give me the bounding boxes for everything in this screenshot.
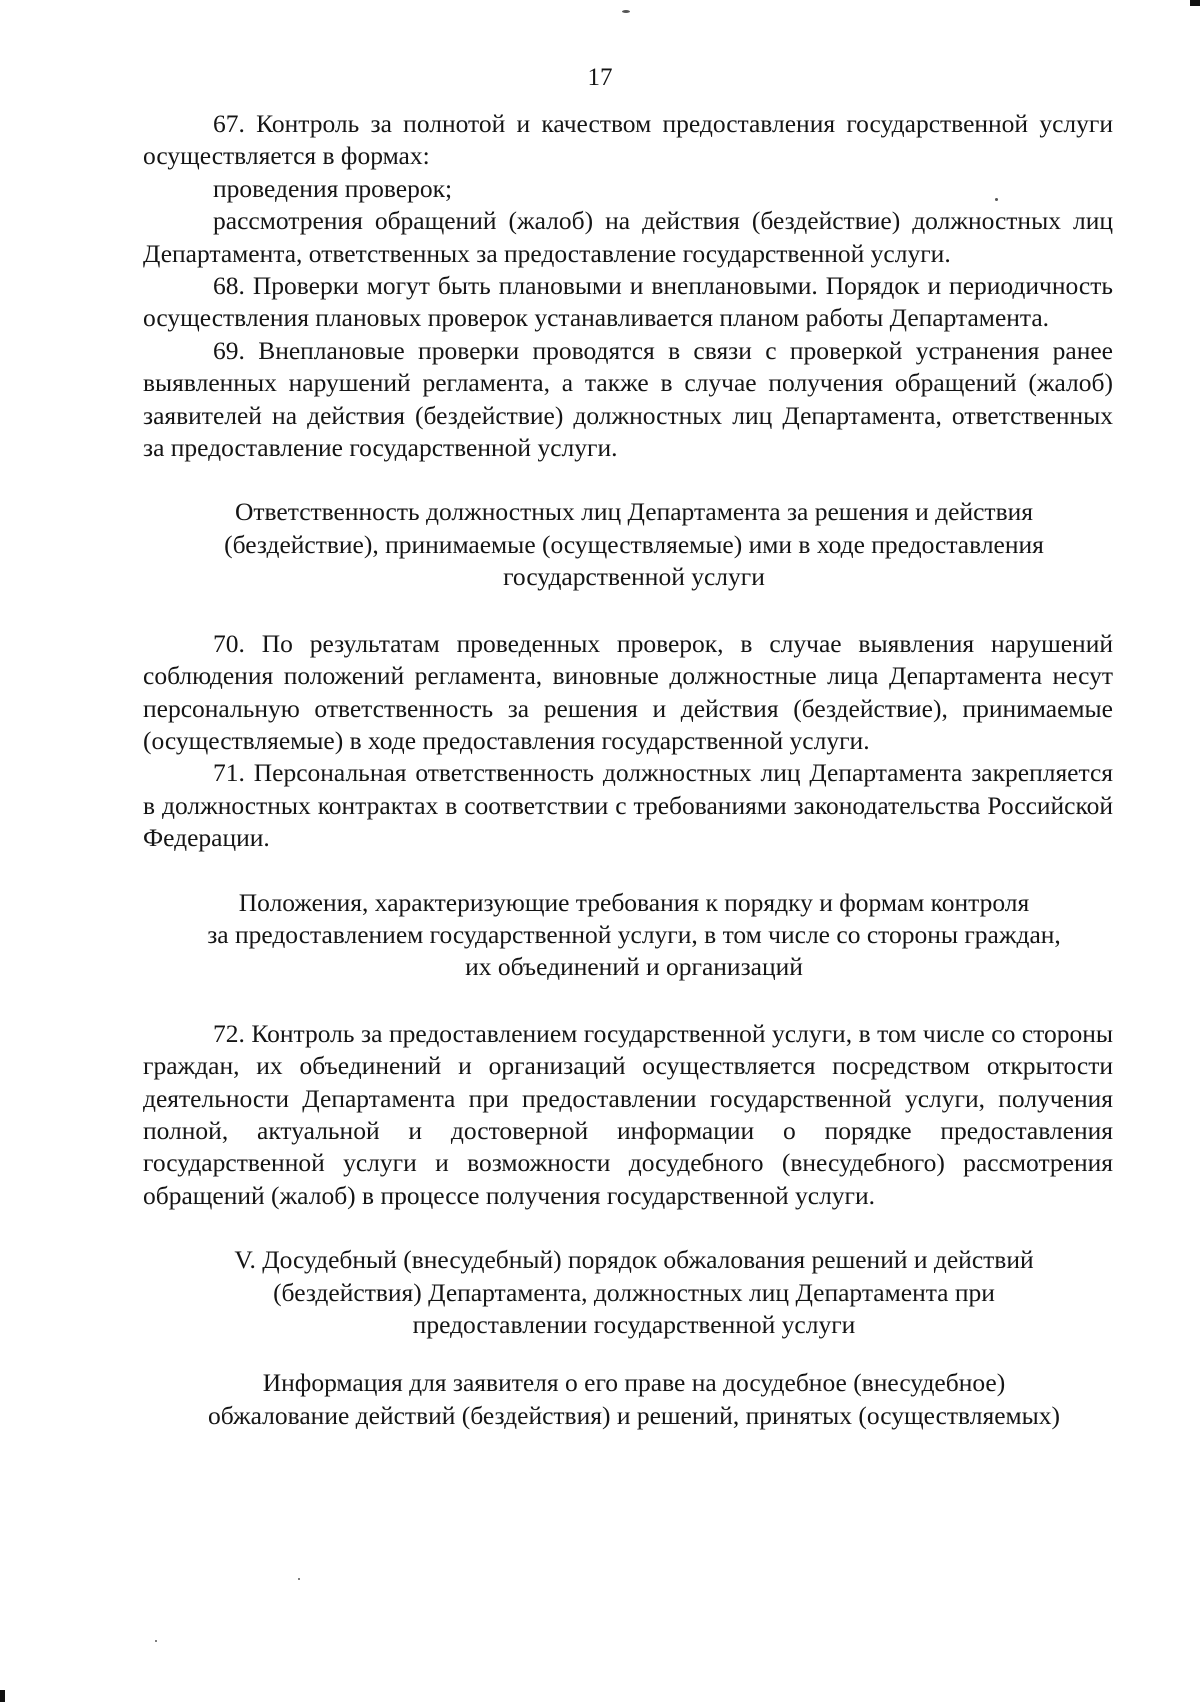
- scan-speck: [298, 1578, 300, 1580]
- paragraph-67: 67. Контроль за полнотой и качеством предоставления государственной услуги осуществляется в формах:: [143, 109, 1113, 171]
- heading-line: V. Досудебный (внесудебный) порядок обжалования решений и действий: [234, 1245, 1034, 1275]
- scan-edge-mark: [1190, 0, 1200, 6]
- paragraph-70: 70. По результатам проведенных проверок, в случае выявления нарушений соблюдения положений регламента, виновные должностные лица Департамента несут персональную ответственность за решения и действия (бездействие), принимаемые (осуществляемые) в ходе предоставления государственной услуги.: [143, 628, 1113, 755]
- scan-edge-mark: [0, 1690, 5, 1702]
- paragraph-68: 68. Проверки могут быть плановыми и внеплановыми. Порядок и периодичность осуществления плановых проверок устанавливается планом работы Департамента.: [143, 271, 1113, 333]
- heading-line: предоставлении государственной услуги: [412, 1310, 856, 1339]
- heading-line: Положения, характеризующие требования к порядку и формам контроля: [238, 887, 1030, 917]
- heading-line: (бездействия) Департамента, должностных лиц Департамента при: [273, 1277, 995, 1307]
- page-number: 17: [587, 64, 613, 91]
- paragraph-72: 72. Контроль за предоставлением государственной услуги, в том числе со стороны граждан, их объединений и организаций осуществляется посредством открытости деятельности Департамента при предоставлении государственной услуги, получения полной, актуальной и достоверной информации о порядке предоставления государственной услуги и возможности досудебного (внесудебного) рассмотрения обращений (жалоб) в процессе получения государственной услуги.: [143, 1018, 1113, 1210]
- heading-line: Ответственность должностных лиц Департамента за решения и действия: [234, 497, 1033, 527]
- section-heading-applicant-info: [143, 1367, 1113, 1432]
- heading-line: обжалование действий (бездействия) и решений, принятых (осуществляемых): [207, 1400, 1061, 1430]
- heading-line: за предоставлением государственной услуги, в том числе со стороны граждан,: [207, 919, 1061, 949]
- section-heading-control-requirements: [143, 887, 1113, 984]
- section-heading-responsibility: [143, 496, 1113, 593]
- list-item-complaints: рассмотрения обращений (жалоб) на действия (бездействие) должностных лиц Департамента, ответственных за предоставление государственной услуги.: [143, 206, 1113, 268]
- heading-line: их объединений и организаций: [465, 952, 803, 982]
- heading-line: (бездействие), принимаемые (осуществляемые) ими в ходе предоставления: [224, 529, 1044, 559]
- scan-speck: [995, 198, 998, 201]
- heading-line: Информация для заявителя о его праве на досудебное (внесудебное): [262, 1368, 1006, 1398]
- heading-line: государственной услуги: [503, 562, 765, 592]
- scan-speck: [622, 10, 630, 13]
- chapter-heading-v: [143, 1244, 1113, 1341]
- paragraph-71: 71. Персональная ответственность должностных лиц Департамента закрепляется в должностных контрактах в соответствии с требованиями законодательства Российской Федерации.: [143, 758, 1113, 853]
- document-body: [143, 108, 1113, 1432]
- list-item-inspections: проведения проверок;: [213, 173, 453, 203]
- scan-speck: [155, 1640, 157, 1642]
- paragraph-69: 69. Внеплановые проверки проводятся в связи с проверкой устранения ранее выявленных нарушений регламента, а также в случае получения обращений (жалоб) заявителей на действия (бездействие) должностных лиц Департамента, ответственных за предоставление государственной услуги.: [143, 335, 1113, 463]
